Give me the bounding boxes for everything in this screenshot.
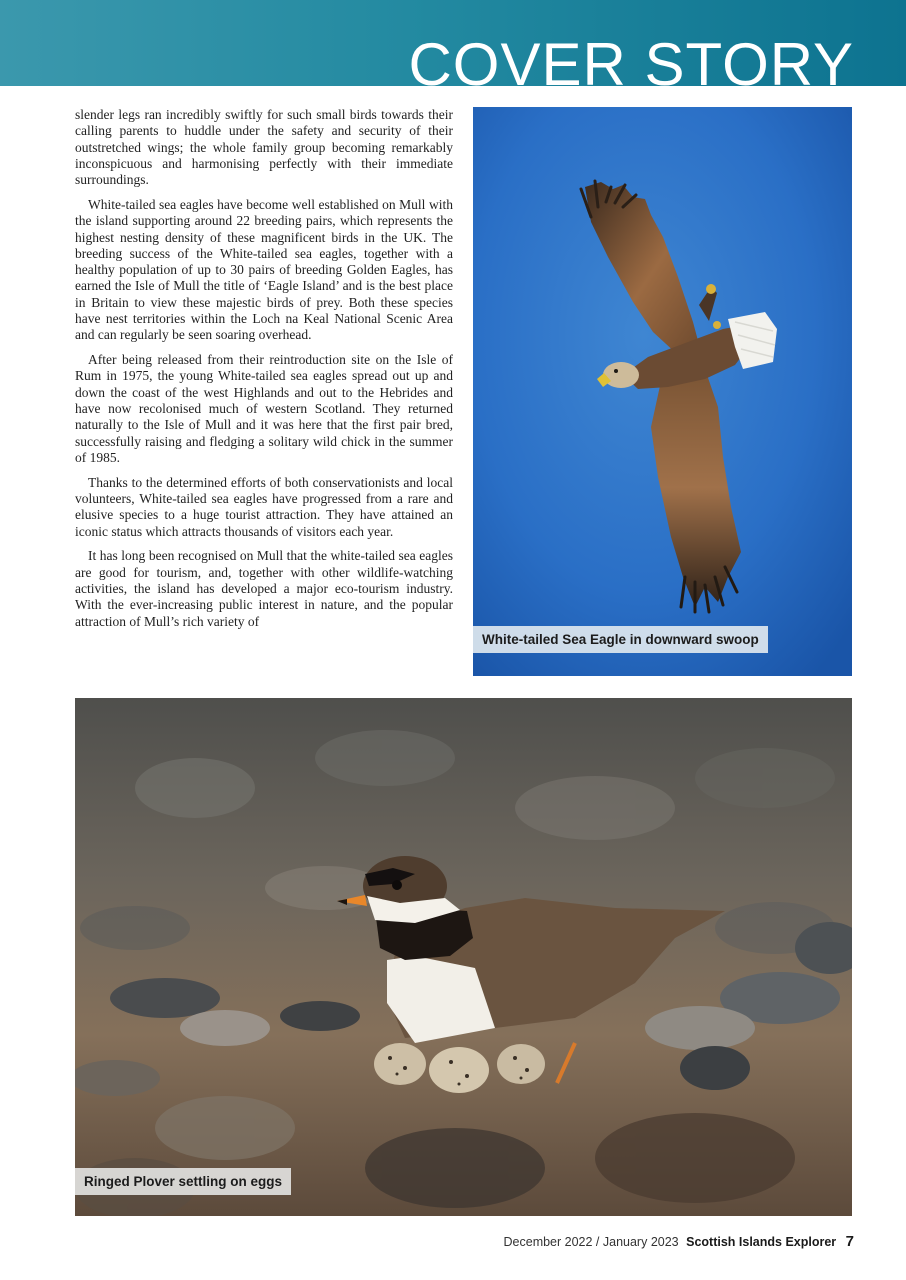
article-text-column (75, 107, 453, 672)
plover-photo (75, 698, 852, 1216)
page-number: 7 (845, 1233, 854, 1250)
eagle-photo-caption: White-tailed Sea Eagle in downward swoop (473, 626, 768, 653)
article-paragraph-3: After being released from their reintroduction site on the Isle of Rum in 1975, the young White-tailed sea eagles spread out up and down the coast of the west Highlands and out to the Hebrides and have now recolonised much of western Scotland. They returned naturally to the Isle of Mull and it was here that the first pair bred, successfully raising and fledging a solitary wild chick in the summer of 1985. (75, 352, 453, 465)
section-banner (0, 0, 906, 86)
plover-photo-caption: Ringed Plover settling on eggs (75, 1168, 291, 1195)
eagle-illustration (473, 107, 852, 676)
article-paragraph-2: White-tailed sea eagles have become well established on Mull with the island supporting around 22 breeding pairs, which represents the highest nesting density of these magnificent birds in the UK. The breeding success of the White-tailed sea eagles, together with a healthy population of up to 30 pairs of breeding Golden Eagles, has earned the Isle of Mull the title of ‘Eagle Island’ and is the best place in Britain to view these majestic birds of prey. Both these species have nest territories within the Loch na Keal National Scenic Area and can regularly be seen soaring overhead. (75, 196, 453, 343)
section-title: COVER STORY (408, 31, 854, 86)
eagle-photo (473, 107, 852, 676)
magazine-title: Scottish Islands Explorer (686, 1235, 837, 1249)
issue-date: December 2022 / January 2023 (503, 1235, 679, 1249)
page-footer (504, 1233, 854, 1250)
article-paragraph-1: slender legs ran incredibly swiftly for such small birds towards their calling parents to huddle under the safety and security of their outstretched wings; the whole family group becoming remarkably inconspicuous and harmonising perfectly with their immediate surroundings. (75, 107, 453, 188)
article-paragraph-5: It has long been recognised on Mull that the white-tailed sea eagles are good for tourism, and, together with other wildlife-watching activities, the island has developed a major eco-tourism industry. With the ever-increasing public interest in nature, and the popular attraction of Mull’s rich variety of (75, 548, 453, 629)
article-paragraph-4: Thanks to the determined efforts of both conservationists and local volunteers, White-tailed sea eagles have progressed from a rare and elusive species to a huge tourist attraction. They have attained an iconic status which attracts thousands of visitors each year. (75, 474, 453, 539)
plover-illustration (75, 698, 852, 1216)
